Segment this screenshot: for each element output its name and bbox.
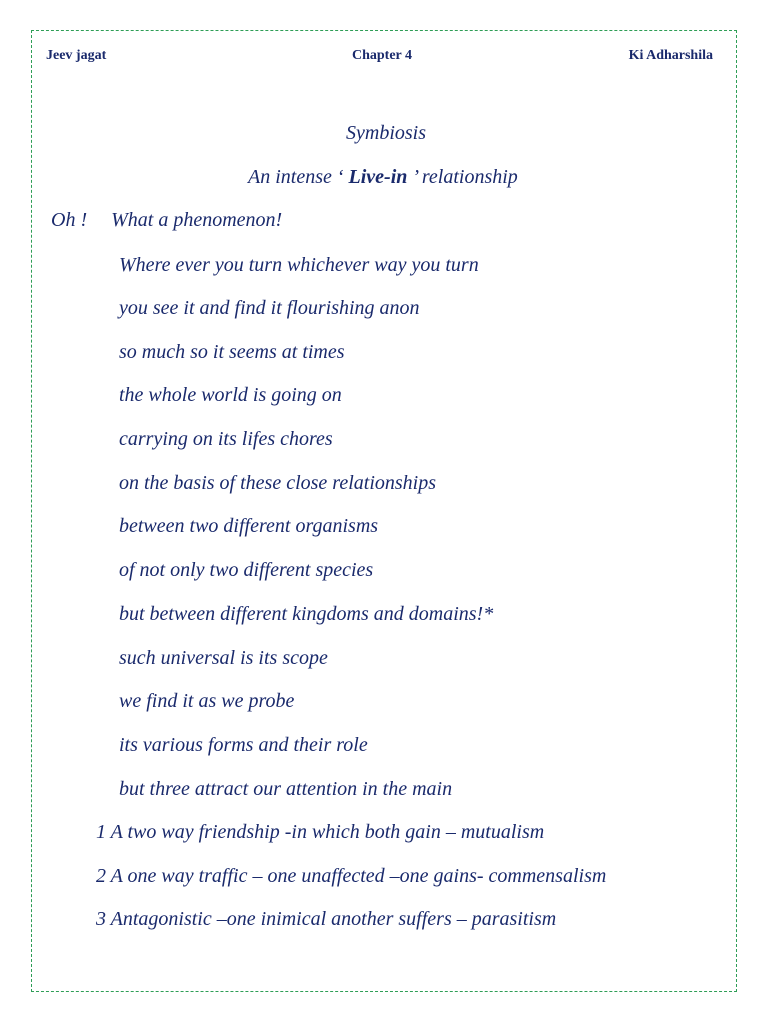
verse-line: between two different organisms [119,515,379,537]
opening-line [51,209,282,232]
verse-line: carrying on its lifes chores [119,428,333,450]
verse-line: but three attract our attention in the main [119,778,453,800]
verse-line: we find it as we probe [119,690,295,712]
verse-line: on the basis of these close relationships [119,472,437,494]
poem-title: Symbiosis [346,122,426,144]
numbered-item: 3 Antagonistic –one inimical another suffers – parasitism [96,908,557,930]
verse-line: but between different kingdoms and domains!* [119,603,494,625]
subtitle-bold: Live-in [348,166,408,188]
verse-line: the whole world is going on [119,384,342,406]
verse-line: you see it and find it flourishing anon [119,297,420,319]
verse-line: such universal is its scope [119,647,328,669]
header-right: Ki Adharshila [628,48,713,63]
opening-exclaim: Oh ! [51,209,88,231]
verse-line: so much so it seems at times [119,341,345,363]
opening-phrase: What a phenomenon! [111,209,283,231]
header-left: Jeev jagat [46,48,107,63]
numbered-item: 1 A two way friendship -in which both gain – mutualism [96,821,545,843]
header-center: Chapter 4 [352,48,413,63]
verse-line: its various forms and their role [119,734,368,756]
subtitle-before: An intense ‘ [248,166,349,188]
subtitle-after: ’ relationship [407,166,518,188]
verse-line: Where ever you turn whichever way you turn [119,254,479,276]
poem-subtitle [248,166,518,189]
numbered-item: 2 A one way traffic – one unaffected –one gains- commensalism [96,865,607,887]
verse-line: of not only two different species [119,559,374,581]
